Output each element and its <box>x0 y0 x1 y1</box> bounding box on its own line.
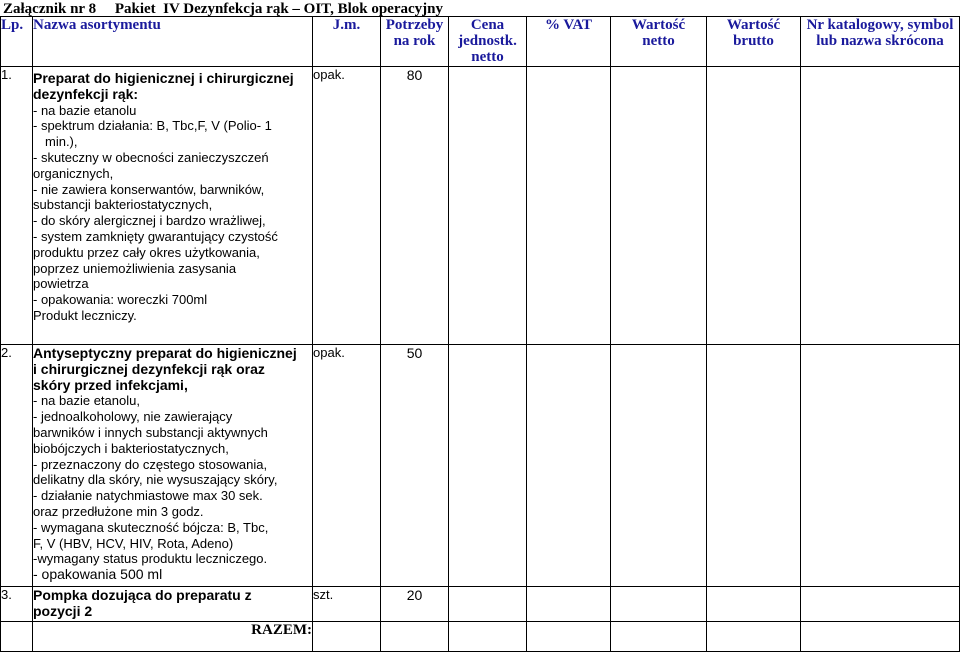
header-price: Cena jednostk. netto <box>449 17 527 67</box>
table-row <box>1 345 960 587</box>
total-row <box>1 622 960 652</box>
price-cell[interactable] <box>449 345 527 587</box>
header-catalog: Nr katalogowy, symbol lub nazwa skrócona <box>801 17 960 67</box>
row-number: 3. <box>1 587 33 622</box>
row-number: 2. <box>1 345 33 587</box>
vat-cell[interactable] <box>527 345 611 587</box>
total-vat-cell[interactable] <box>527 622 611 652</box>
catalog-cell[interactable] <box>801 345 960 587</box>
total-empty-cell <box>381 622 449 652</box>
header-gross-value: Wartość brutto <box>707 17 801 67</box>
item-unit: opak. <box>313 67 381 345</box>
price-cell[interactable] <box>449 67 527 345</box>
total-empty-cell <box>449 622 527 652</box>
header-name: Nazwa asortymentu <box>33 17 313 67</box>
total-net-cell[interactable] <box>611 622 707 652</box>
item-description: Pompka dozująca do preparatu z pozycji 2 <box>33 587 313 622</box>
table-row <box>1 587 960 622</box>
header-lp: Lp. <box>1 17 33 67</box>
gross-value-cell[interactable] <box>707 587 801 622</box>
item-quantity: 80 <box>381 67 449 345</box>
total-gross-cell[interactable] <box>707 622 801 652</box>
item-unit: szt. <box>313 587 381 622</box>
header-net-value: Wartość netto <box>611 17 707 67</box>
gross-value-cell[interactable] <box>707 67 801 345</box>
assortment-table <box>0 16 960 652</box>
item-unit: opak. <box>313 345 381 587</box>
header-qty: Potrzeby na rok <box>381 17 449 67</box>
vat-cell[interactable] <box>527 587 611 622</box>
gross-value-cell[interactable] <box>707 345 801 587</box>
table-row <box>1 67 960 345</box>
vat-cell[interactable] <box>527 67 611 345</box>
catalog-cell[interactable] <box>801 67 960 345</box>
header-unit: J.m. <box>313 17 381 67</box>
net-value-cell[interactable] <box>611 587 707 622</box>
document-title: Załącznik nr 8 Pakiet IV Dezynfekcja rąk – OIT, Blok operacyjny <box>3 1 443 17</box>
header-row <box>1 17 960 67</box>
price-cell[interactable] <box>449 587 527 622</box>
net-value-cell[interactable] <box>611 67 707 345</box>
net-value-cell[interactable] <box>611 345 707 587</box>
header-vat: % VAT <box>527 17 611 67</box>
item-description: Preparat do higienicznej i chirurgicznej dezynfekcji rąk: - na bazie etanolu - spektrum działania: B, Tbc,F, V (Polio- 1 min.), - skuteczny w obecności zanieczyszczeń organicznych, - nie zawiera konserwantów, barwników, substancji bakteriostatycznych, - do skóry alergicznej i bardzo wrażliwej, - system zamknięty gwarantujący czystość produktu przez cały okres użytkowania, poprzez uniemożliwienia zasysania powietrza - opakowania: woreczki 700ml Produkt leczniczy. <box>33 67 313 345</box>
total-catalog-cell <box>801 622 960 652</box>
total-label: RAZEM: <box>33 622 313 652</box>
total-empty-cell <box>1 622 33 652</box>
row-number: 1. <box>1 67 33 345</box>
item-quantity: 20 <box>381 587 449 622</box>
catalog-cell[interactable] <box>801 587 960 622</box>
total-empty-cell <box>313 622 381 652</box>
item-description: Antyseptyczny preparat do higienicznej i chirurgicznej dezynfekcji rąk oraz skóry przed infekcjami, - na bazie etanolu, - jednoalkoholowy, nie zawierający barwników i innych substancji aktywnych biobójczych i bakteriostatycznych, - przeznaczony do częstego stosowania, delikatny dla skóry, nie wysuszający skóry, - działanie natychmiastowe max 30 sek. oraz przedłużone min 3 godz. - wymagana skuteczność bójcza: B, Tbc, F, V (HBV, HCV, HIV, Rota, Adeno) -wymagany status produktu leczniczego. - opakowania 500 ml <box>33 345 313 587</box>
item-quantity: 50 <box>381 345 449 587</box>
